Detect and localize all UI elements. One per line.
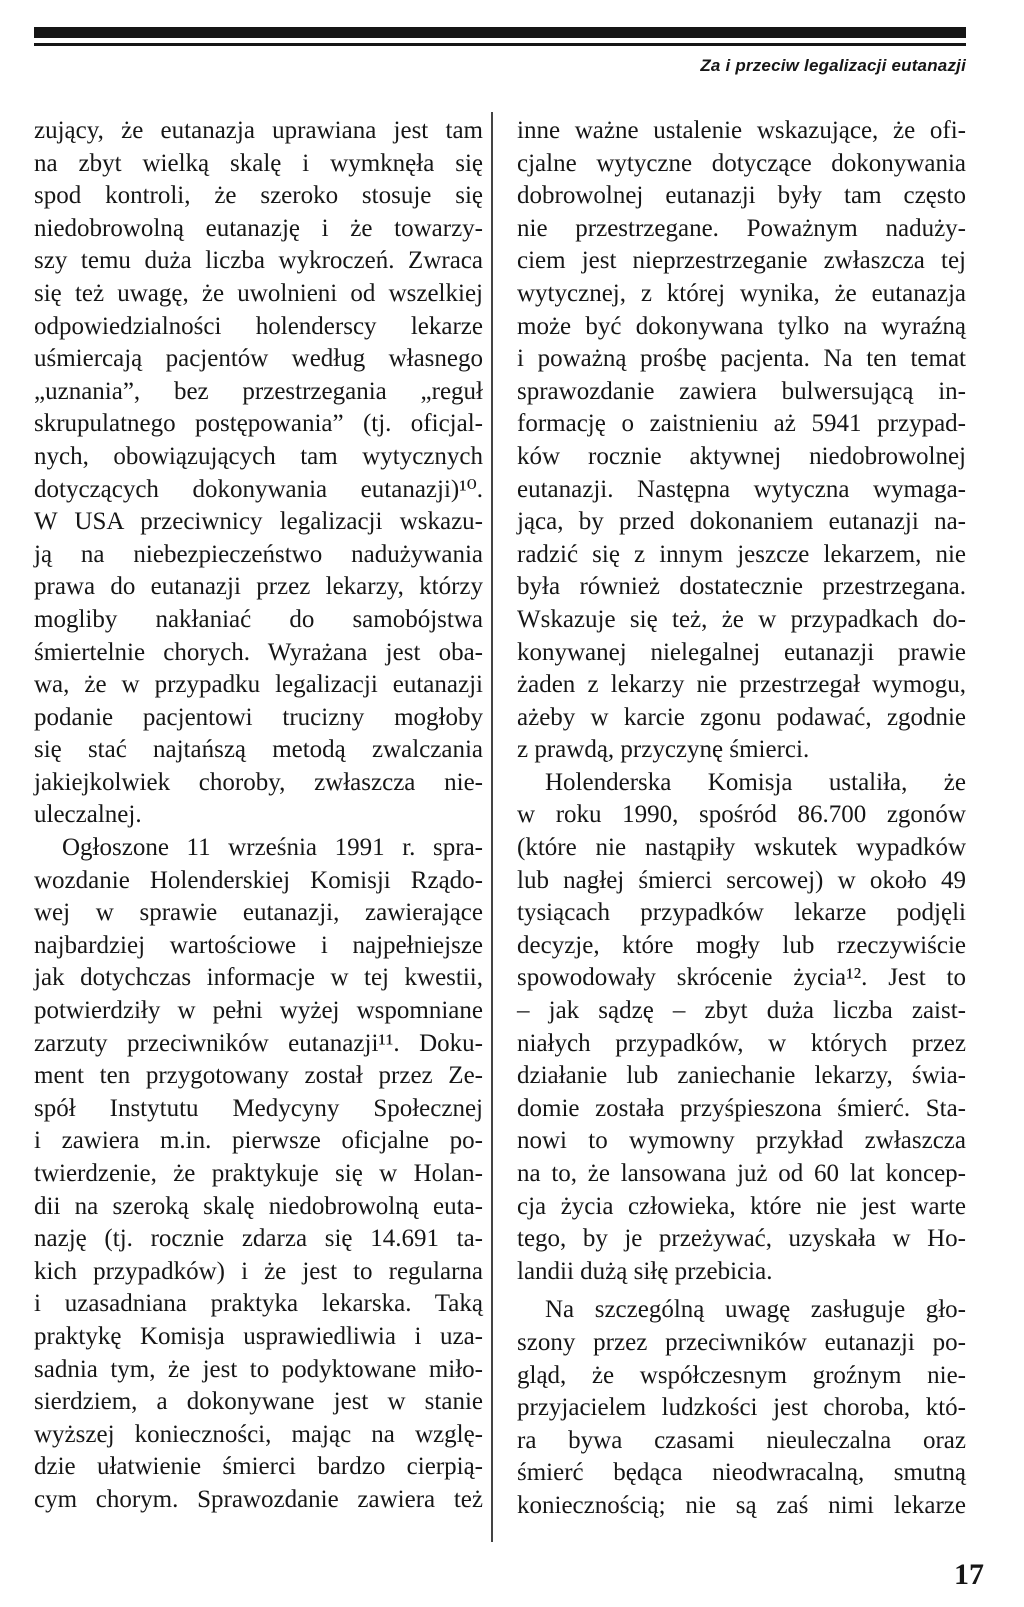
text-line: W USA przeciwnicy legalizacji wskazu- [34,508,483,536]
text-line: nowi to wymowny przykład zwłaszcza [517,1127,966,1155]
text-line: cja życia człowieka, które nie jest warte [517,1192,966,1220]
header-rule-thick [34,27,966,38]
text-line: podanie pacjentowi trucizny mogłoby [34,703,483,731]
text-line: jakiejkolwiek choroby, zwłaszcza nie- [34,768,483,796]
text-line: lub nagłej śmierci sercowej) w około 49 [517,866,966,894]
text-line: wej w sprawie eutanazji, zawierające [34,899,483,927]
text-line: „uznania”, bez przestrzegania „reguł [34,377,483,405]
text-line: i poważną prośbę pacjenta. Na ten temat [517,345,966,373]
text-line: dii na szeroką skalę niedobrowolną euta- [34,1192,483,1220]
text-line: na to, że lansowana już od 60 lat koncep- [517,1160,966,1187]
left-column [34,115,483,1517]
text-line: z prawdą, przyczynę śmierci. [517,736,810,764]
text-line: gląd, że współczesnym groźnym nie- [517,1361,966,1389]
text-line: nie przestrzegane. Poważnym naduży- [517,214,966,242]
text-line: dzie ułatwienie śmierci bardzo cierpią- [34,1453,483,1481]
text-line: wyższej konieczności, mając na wzglę- [34,1420,483,1448]
text-line: jak dotychczas informacje w tej kwestii, [34,964,483,992]
text-line: ków rocznie aktywnej niedobrowolnej [517,442,966,470]
text-line: cjalne wytyczne dotyczące dokonywania [517,149,966,177]
text-line: spod kontroli, że szeroko stosuje się [34,182,483,210]
text-line: śmierć będąca nieodwracalną, smutną [517,1459,966,1487]
text-line: dobrowolnej eutanazji były tam często [517,182,966,210]
text-line: – jak sądzę – zbyt duża liczba zaist- [517,997,966,1025]
text-line: radzić się z innym jeszcze lekarzem, nie [517,540,966,568]
text-line: mogliby nakłaniać do samobójstwa [34,605,483,633]
text-line: się też uwagę, że uwolnieni od wszelkiej [34,279,483,307]
text-line: zujący, że eutanazja uprawiana jest tam [34,117,483,144]
text-line: domie została przyśpieszona śmierć. Sta- [517,1094,966,1122]
text-line: szony przez przeciwników eutanazji po- [517,1328,966,1356]
text-line: wozdanie Holenderskiej Komisji Rządo- [34,866,483,894]
running-head: Za i przeciw legalizacji eutanazji [700,56,966,75]
text-line: (które nie nastąpiły wskutek wypadków [517,834,966,862]
text-line: twierdzenie, że praktykuje się w Holan- [34,1160,483,1187]
text-line: sierdziem, a dokonywane jest w stanie [34,1388,483,1416]
text-line: zarzuty przeciwników eutanazji¹¹. Doku- [34,1029,483,1057]
text-line: śmiertelnie chorych. Wyrażana jest oba- [34,638,483,666]
text-line: kich przypadków) i że jest to regularna [34,1257,483,1285]
text-line: ra bywa czasami nieuleczalna oraz [517,1426,966,1454]
text-line: może być dokonywana tylko na wyraźną [517,312,966,340]
header-rule-thin [34,43,966,46]
text-line: ciem jest nieprzestrzeganie zwłaszcza tej [517,247,966,275]
text-line: jąca, by przed dokonaniem eutanazji na- [517,508,966,536]
text-line: landii dużą siłę przebicia. [517,1257,773,1285]
text-line: decyzje, które mogły lub rzeczywiście [517,931,966,959]
text-line: była również dostatecznie przestrzegana. [517,573,966,601]
text-line: uśmiercają pacjentów według własnego [34,345,483,373]
text-line: Holenderska Komisja ustaliła, że [545,768,966,796]
text-line: niałych przypadków, w których przez [517,1029,966,1057]
text-line: niedobrowolną eutanazję i że towarzy- [34,214,483,242]
text-line: uleczalnej. [34,801,142,829]
text-line: tego, by je przeżywać, uzyskała w Ho- [517,1225,966,1253]
text-line: w roku 1990, spośród 86.700 zgonów [517,801,966,829]
text-line: spowodowały skrócenie życia¹². Jest to [517,964,966,992]
text-line: praktykę Komisja usprawiedliwia i uza- [34,1322,483,1350]
text-line: wytycznej, z której wynika, że eutanazja [517,279,966,307]
text-line: ją na niebezpieczeństwo nadużywania [34,540,483,568]
text-line: i uzasadniana praktyka lekarska. Taką [34,1290,483,1318]
text-line: sprawozdanie zawiera bulwersującą in- [517,377,966,405]
text-line: skrupulatnego postępowania” (tj. oficjal- [34,410,483,438]
text-line: nazję (tj. rocznie zdarza się 14.691 ta- [34,1225,483,1253]
text-line: sadnia tym, że jest to podyktowane miło- [34,1355,483,1383]
text-line: konywanej nielegalnej eutanazji prawie [517,638,966,666]
text-line: spół Instytutu Medycyny Społecznej [34,1094,483,1122]
text-line: Ogłoszone 11 września 1991 r. spra- [62,834,483,862]
page-number: 17 [954,1558,984,1591]
text-line: dotyczących dokonywania eutanazji)¹⁰. [34,475,483,503]
text-line: ment ten przygotowany został przez Ze- [34,1062,483,1090]
text-line: cym chorym. Sprawozdanie zawiera też [34,1485,483,1513]
text-line: Na szczególną uwagę zasługuje gło- [545,1296,966,1324]
text-line: formację o zaistnieniu aż 5941 przypad- [517,410,966,438]
text-line: przyjacielem ludzkości jest choroba, któ- [517,1394,966,1422]
text-line: na zbyt wielką skalę i wymknęła się [34,149,483,177]
text-line: szy temu duża liczba wykroczeń. Zwraca [34,247,483,275]
text-line: wa, że w przypadku legalizacji eutanazji [34,671,483,699]
text-line: inne ważne ustalenie wskazujące, że ofi- [517,117,966,144]
text-line: tysiącach przypadków lekarze podjęli [517,899,966,927]
text-line: odpowiedzialności holenderscy lekarze [34,312,483,340]
text-line: nych, obowiązujących tam wytycznych [34,442,483,470]
text-line: prawa do eutanazji przez lekarzy, którzy [34,573,483,601]
text-line: się stać najtańszą metodą zwalczania [34,736,483,764]
text-line: Wskazuje się też, że w przypadkach do- [517,605,966,633]
text-line: i zawiera m.in. pierwsze oficjalne po- [34,1127,483,1155]
text-line: koniecznością; nie są zaś nimi lekarze [517,1491,966,1519]
text-line: najbardziej wartościowe i najpełniejsze [34,931,483,959]
text-line: żaden z lekarzy nie przestrzegał wymogu, [517,671,966,699]
text-line: działanie lub zaniechanie lekarzy, świa- [517,1062,966,1090]
right-column [517,115,966,1523]
text-line: eutanazji. Następna wytyczna wymaga- [517,475,966,503]
text-line: ażeby w karcie zgonu podawać, zgodnie [517,703,966,731]
text-line: potwierdziły w pełni wyżej wspomniane [34,997,483,1025]
column-divider [491,112,493,1542]
